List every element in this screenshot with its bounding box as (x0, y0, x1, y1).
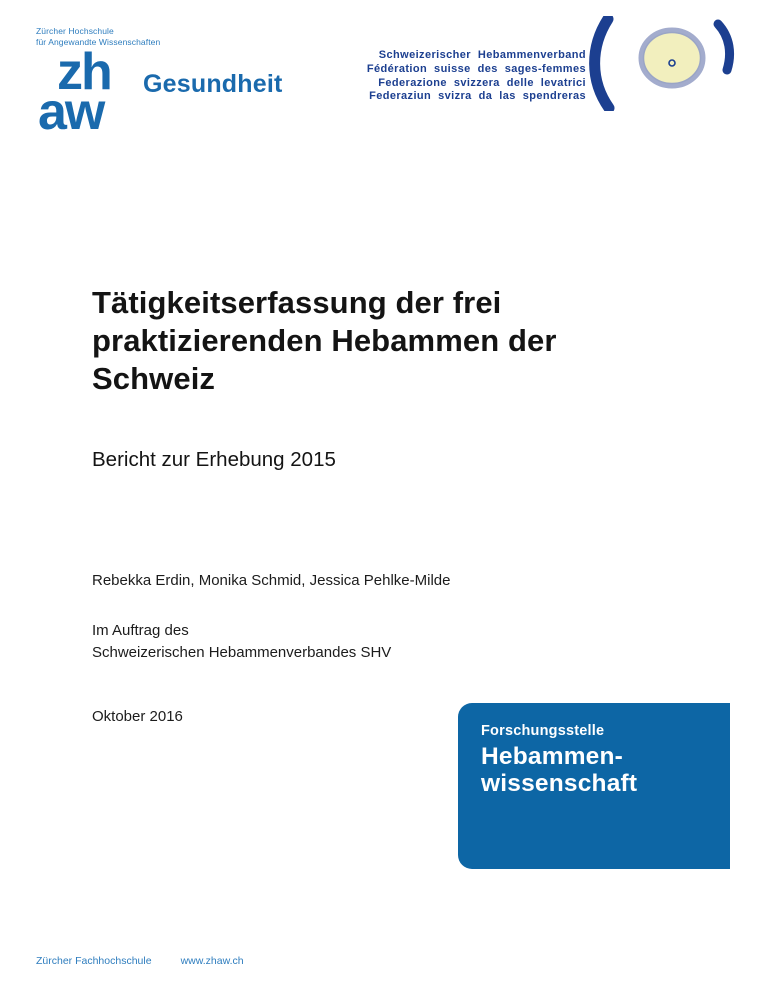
commission-line2: Schweizerischen Hebammenverbandes SHV (92, 643, 392, 661)
shv-name-it: Federazione svizzera delle levatrici (378, 76, 586, 89)
footer-website-link[interactable]: www.zhaw.ch (180, 955, 244, 967)
zhaw-tagline-line1: Zürcher Hochschule (36, 26, 114, 36)
commission-block (92, 620, 391, 663)
document-title-line3: Schweiz (92, 361, 216, 396)
zhaw-department-label: Gesundheit (143, 70, 283, 98)
document-title-line1: Tätigkeitserfassung der frei (92, 285, 502, 320)
shv-left-paren-icon (595, 19, 609, 108)
research-unit-name (481, 744, 710, 797)
zhaw-logo (38, 43, 111, 141)
shv-name-rm: Federaziun svizra da las spendreras (369, 90, 586, 103)
shv-right-paren-icon (718, 24, 730, 70)
shv-name-fr: Fédération suisse des sages-femmes (366, 62, 586, 75)
research-unit-name-line1: Hebammen- (481, 743, 624, 770)
research-unit-label: Forschungsstelle (481, 723, 605, 739)
document-title-line2: praktizierenden Hebammen der (92, 323, 557, 358)
document-title (92, 284, 652, 398)
zhaw-logo-row2: aw (38, 83, 104, 141)
zhaw-tagline-line2: für Angewandte Wissenschaften (36, 36, 161, 47)
footer (36, 955, 244, 967)
authors-line: Rebekka Erdin, Monika Schmid, Jessica Pehlke-Milde (92, 572, 451, 589)
footer-institution: Zürcher Fachhochschule (36, 955, 152, 967)
research-unit-name-line2: wissenschaft (481, 769, 638, 797)
document-subtitle: Bericht zur Erhebung 2015 (92, 448, 336, 471)
shv-association-names (352, 49, 586, 104)
shv-name-de: Schweizerischer Hebammenverband (378, 49, 586, 61)
research-unit-box (458, 703, 730, 869)
shv-logo-mark-icon (585, 16, 735, 111)
shv-egg-icon (644, 33, 701, 84)
publication-date: Oktober 2016 (92, 708, 183, 725)
commission-line1: Im Auftrag des (92, 622, 189, 639)
zhaw-logo-row1: zh (57, 43, 111, 101)
